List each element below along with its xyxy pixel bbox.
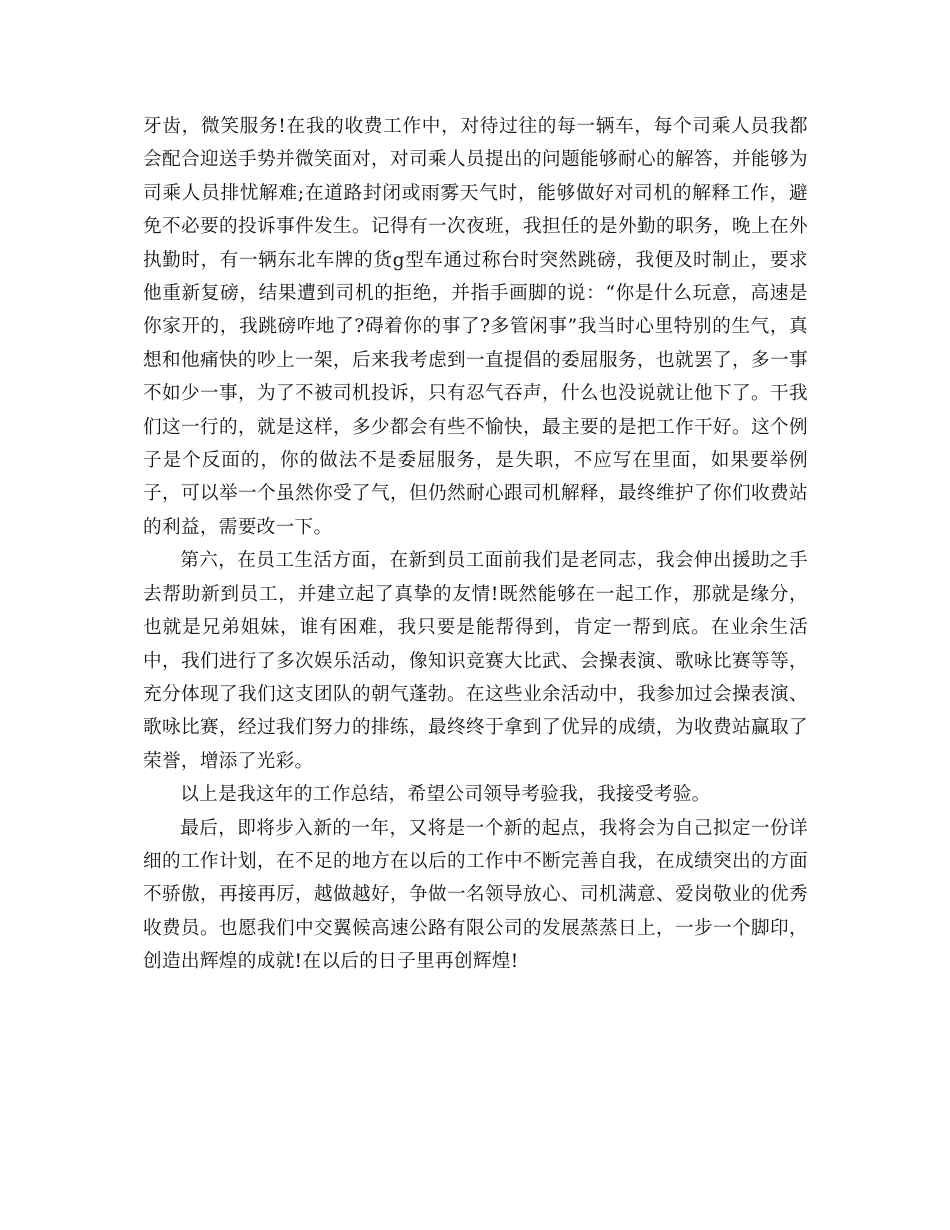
document-body [143, 110, 808, 979]
paragraph-staff-life: 第六，在员工生活方面，在新到员工面前我们是老同志，我会伸出援助之手去帮助新到员工，并建立起了真挚的友情!既然能够在一起工作，那就是缘分，也就是兄弟姐妹，谁有困难，我只要是能帮得到，肯定一帮到底。在业余生活中，我们进行了多次娱乐活动，像知识竞赛大比武、会操表演、歌咏比赛等等，充分体现了我们这支团队的朝气蓬勃。在这些业余活动中，我参加过会操表演、歌咏比赛，经过我们努力的排练，最终终于拿到了优异的成绩，为收费站赢取了荣誉，增添了光彩。 [143, 550, 808, 772]
paragraph-closing: 最后，即将步入新的一年，又将是一个新的起点，我将会为自己拟定一份详细的工作计划，在不足的地方在以后的工作中不断完善自我，在成绩突出的方面不骄傲，再接再厉，越做越好，争做一名领导放心、司机满意、爱岗敬业的优秀收费员。也愿我们中交翼候高速公路有限公司的发展蒸蒸日上，一步一个脚印，创造出辉煌的成就!在以后的日子里再创辉煌! [143, 817, 808, 973]
paragraph-continued-example: 牙齿，微笑服务!在我的收费工作中，对待过往的每一辆车，每个司乘人员我都会配合迎送手势并微笑面对，对司乘人员提出的问题能够耐心的解答，并能够为司乘人员排忧解难;在道路封闭或雨雾天气时，能够做好对司机的解释工作，避免不必要的投诉事件发生。记得有一次夜班，我担任的是外勤的职务，晚上在外执勤时，有一辆东北车牌的货g型车通过称台时突然跳磅，我便及时制止，要求他重新复磅，结果遭到司机的拒绝，并指手画脚的说：“你是什么玩意，高速是你家开的，我跳磅咋地了?碍着你的事了?多管闲事”我当时心里特别的生气，真想和他痛快的吵上一架，后来我考虑到一直提倡的委屈服务，也就罢了，多一事不如少一事，为了不被司机投诉，只有忍气吞声，什么也没说就让他下了。干我们这一行的，就是这样，多少都会有些不愉快，最主要的是把工作干好。这个例子是个反面的，你的做法不是委屈服务，是失职，不应写在里面，如果要举例子，可以举一个虽然你受了气，但仍然耐心跟司机解释，最终维护了你们收费站的利益，需要改一下。 [143, 116, 808, 538]
paragraph-summary: 以上是我这年的工作总结，希望公司领导考验我，我接受考验。 [180, 784, 711, 806]
